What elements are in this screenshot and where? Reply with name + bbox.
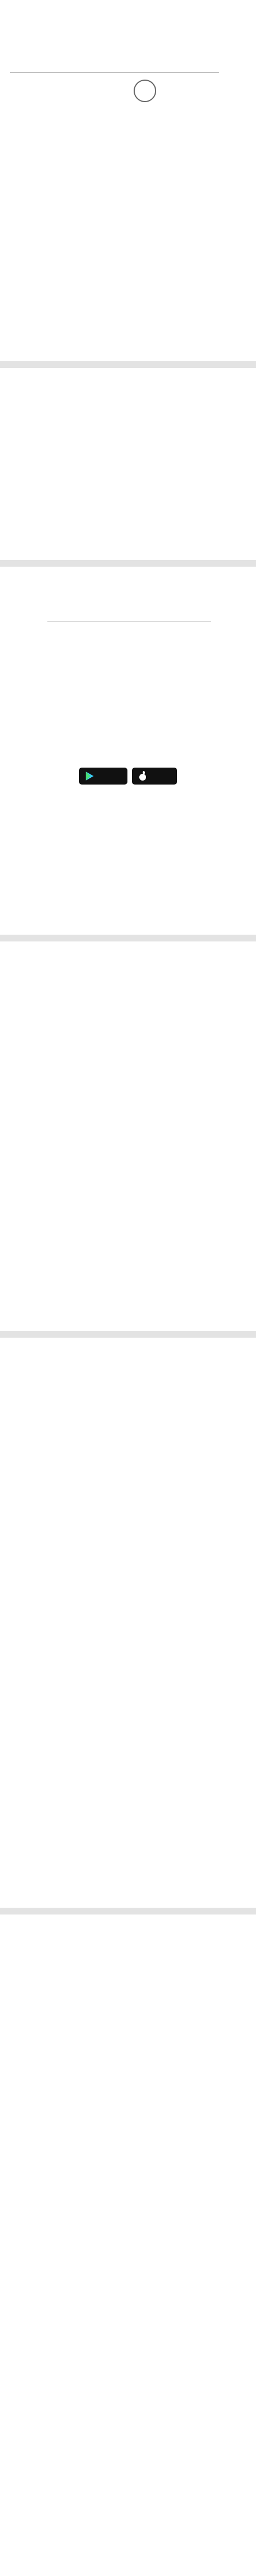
google-play-badge[interactable]: [79, 768, 127, 785]
cataloging-record: [47, 616, 211, 621]
editora-crv-logo-icon: [133, 79, 157, 103]
cover-divider: [10, 72, 219, 73]
title-page: [0, 368, 256, 560]
summary-page: [0, 1338, 256, 1908]
app-store-badge[interactable]: [132, 768, 177, 785]
preface-page: [0, 1915, 256, 2576]
cover-page: [0, 0, 256, 361]
apple-icon: [138, 771, 148, 781]
council-page: [0, 941, 256, 1331]
google-play-icon: [85, 771, 95, 781]
copyright-page: [0, 567, 256, 935]
